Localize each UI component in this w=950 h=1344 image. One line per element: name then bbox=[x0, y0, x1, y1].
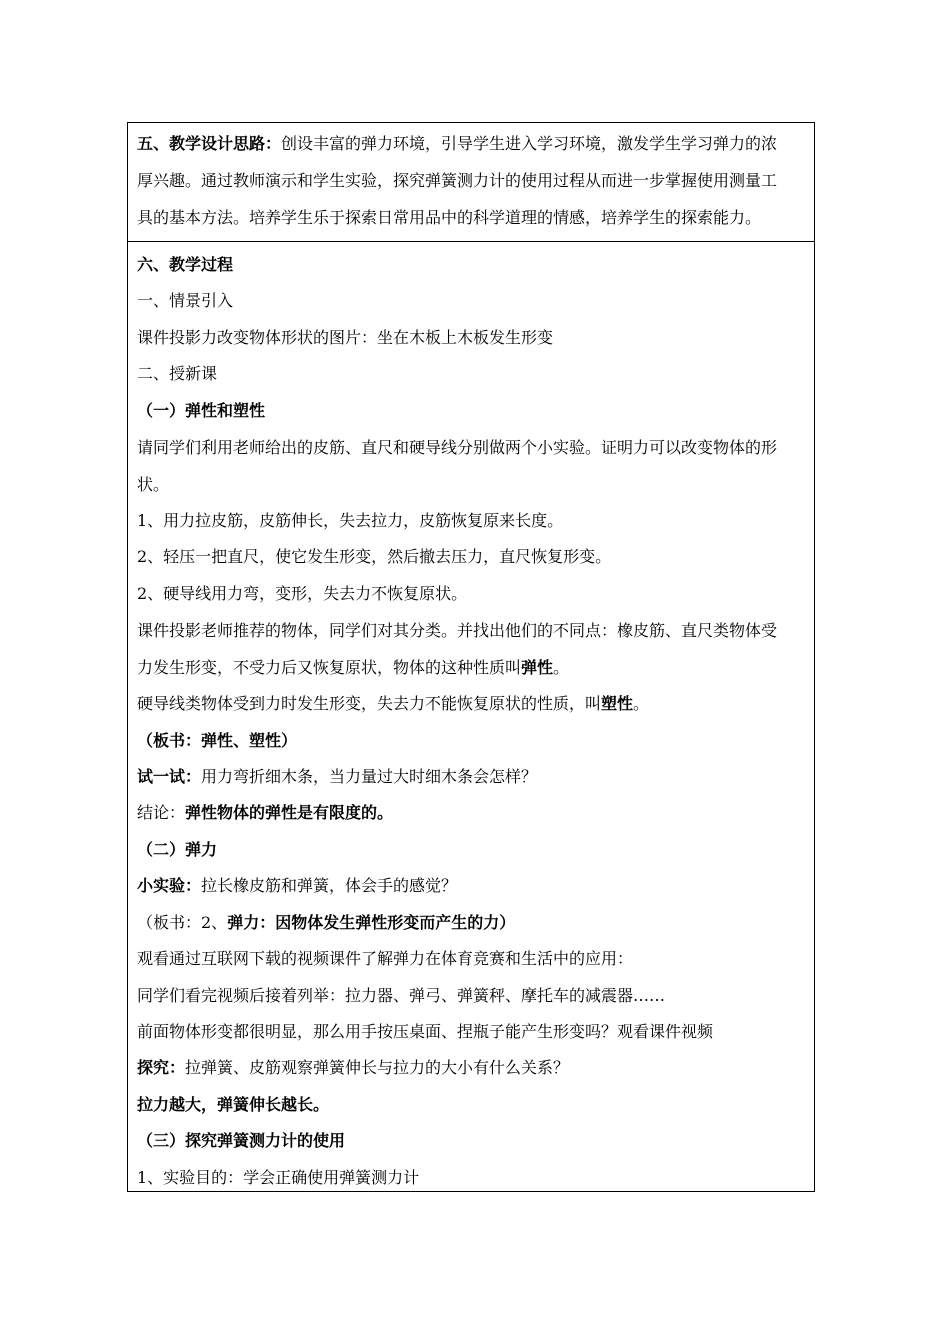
sub3-title: （三）探究弹簧测力计的使用 bbox=[137, 1131, 346, 1151]
experiment-1: 1、用力拉皮筋，皮筋伸长，失去拉力，皮筋恢复原来长度。 bbox=[137, 511, 564, 531]
intro-title: 一、情景引入 bbox=[137, 291, 234, 311]
conclusion-line: 结论：弹性物体的弹性是有限度的。 bbox=[137, 803, 394, 823]
design-idea-line-2: 厚兴趣。通过教师演示和学生实验，探究弹簧测力计的使用过程从而进一步掌握使用测量工 bbox=[137, 171, 778, 190]
experiment-3: 2、硬导线用力弯，变形，失去力不恢复原状。 bbox=[137, 583, 468, 603]
experiment-purpose: 1、实验目的：学会正确使用弹簧测力计 bbox=[137, 1167, 420, 1187]
classify-line-2: 力发生形变，不受力后又恢复原状，物体的这种性质叫弹性。 bbox=[137, 658, 570, 678]
design-idea-line-1: 五、教学设计思路：创设丰富的弹力环境，引导学生进入学习环境，激发学生学习弹力的浓 bbox=[137, 134, 778, 153]
experiment-2: 2、轻压一把直尺，使它发生形变，然后撤去压力，直尺恢复形变。 bbox=[137, 547, 612, 567]
design-idea-line-3: 具的基本方法。培养学生乐于探索日常用品中的科学道理的情感，培养学生的探索能力。 bbox=[137, 208, 762, 227]
sub1-para-line-1: 请同学们利用老师给出的皮筋、直尺和硬导线分别做两个小实验。证明力可以改变物体的形 bbox=[137, 438, 778, 458]
row-divider bbox=[128, 241, 814, 242]
small-experiment-line: 小实验：拉长橡皮筋和弹簧，体会手的感觉？ bbox=[137, 876, 458, 896]
conclusion-label: 结论： bbox=[137, 803, 186, 823]
board-note-2: （板书：2、弹力：因物体发生弹性形变而产生的力） bbox=[137, 912, 516, 932]
explore-line: 探究：拉弹簧、皮筋观察弹簧伸长与拉力的大小有什么关系？ bbox=[137, 1058, 570, 1078]
design-idea-heading: 五、教学设计思路： bbox=[137, 134, 282, 153]
try-line: 试一试：用力弯折细木条，当力量过大时细木条会怎样？ bbox=[137, 767, 538, 787]
lesson-plan-table bbox=[127, 122, 815, 1192]
try-label: 试一试： bbox=[137, 767, 202, 787]
explore-label: 探究： bbox=[137, 1058, 186, 1078]
plastic-line: 硬导线类物体受到力时发生形变，失去力不能恢复原状的性质，叫塑性。 bbox=[137, 694, 650, 714]
design-idea-section bbox=[137, 125, 805, 236]
sub1-para-line-2: 状。 bbox=[137, 475, 170, 495]
explore-result: 拉力越大，弹簧伸长越长。 bbox=[137, 1094, 330, 1114]
board-note-1: （板书：弹性、塑性） bbox=[137, 730, 298, 750]
new-lesson-title: 二、授新课 bbox=[137, 364, 218, 384]
plastic-term: 塑性 bbox=[601, 694, 634, 714]
intro-text: 课件投影力改变物体形状的图片：坐在木板上木板发生形变 bbox=[137, 327, 554, 347]
question-line: 前面物体形变都很明显，那么用手按压桌面、捏瓶子能产生形变吗？观看课件视频 bbox=[137, 1021, 714, 1041]
small-experiment-label: 小实验： bbox=[137, 876, 202, 896]
teaching-process-section bbox=[137, 247, 805, 1196]
video-line: 观看通过互联网下载的视频课件了解弹力在体育竞赛和生活中的应用： bbox=[137, 949, 634, 969]
list-line: 同学们看完视频后接着列举：拉力器、弹弓、弹簧秤、摩托车的减震器…… bbox=[137, 985, 666, 1005]
elastic-term: 弹性 bbox=[521, 658, 554, 678]
sub1-title: （一）弹性和塑性 bbox=[137, 400, 266, 420]
sub2-title: （二）弹力 bbox=[137, 839, 218, 859]
teaching-process-heading: 六、教学过程 bbox=[137, 255, 234, 274]
classify-line-1: 课件投影老师推荐的物体，同学们对其分类。并找出他们的不同点：橡皮筋、直尺类物体受 bbox=[137, 621, 778, 641]
